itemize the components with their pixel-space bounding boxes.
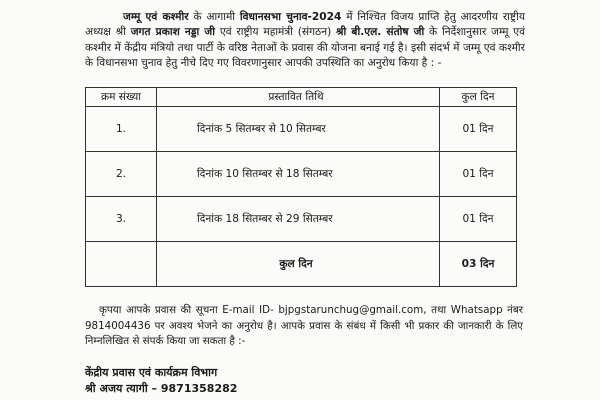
intro-text-4: के निर्देशानुसार जम्मू एवं कश्मीर में केंद्रीय मंत्रियो तथा पार्टी के वरिष्ठ नेताओं के प्रवास की योजना बनाई गई है। इसी संदर्भ में जम्मू एवं कश्मीर के विधानसभा चुनाव हेतु नीचे दिए गए विवरणानुसार आपकी उपस्थिति का अनुरोध किया है : -	[85, 26, 526, 70]
header-serial: क्रम संख्या	[86, 88, 157, 107]
row-days: 01 दिन	[440, 197, 517, 242]
row-serial: 1.	[86, 107, 157, 152]
schedule-table	[85, 87, 517, 287]
request-text: कृपया आपके प्रवास की सूचना E-mail ID- bjpgstarunchug@gmail.com, तथा Whatsapp नंबर 9814004436 पर अवश्य भेजने का अनुरोध है। आपके प्रवास के संबंध में किसी भी प्रकार की जानकारी के लिए निम्नलिखित से संपर्क किया जा सकता है :-	[85, 304, 523, 348]
total-value: 03 दिन	[440, 242, 517, 287]
contact-person: श्री अजय त्यागी – 9871358282	[85, 382, 238, 395]
intro-text-2: में निश्चित विजय प्राप्ति हेतु आदरणीय राष्ट्रीय अध्यक्ष श्री	[85, 11, 525, 39]
row-days: 01 दिन	[440, 107, 517, 152]
intro-secretary-name: श्री बी.एल. संतोष जी	[336, 26, 425, 39]
contact-block	[85, 365, 237, 397]
total-empty-cell	[86, 242, 157, 287]
row-date: दिनांक 5 सितम्बर से 10 सितम्बर	[157, 107, 440, 152]
row-serial: 2.	[86, 152, 157, 197]
row-serial: 3.	[86, 197, 157, 242]
table-row	[86, 152, 517, 197]
intro-region: जम्मू एवं कश्मीर	[123, 11, 189, 23]
intro-president-name: जगत प्रकाश नड्डा जी	[130, 26, 216, 39]
intro-paragraph	[85, 10, 525, 72]
table-row	[86, 107, 517, 152]
row-date: दिनांक 18 सितम्बर से 29 सितम्बर	[157, 197, 440, 242]
table-total-row	[86, 242, 517, 287]
header-date: प्रस्तावित तिथि	[157, 88, 440, 107]
intro-text-1: के आगामी	[188, 11, 240, 23]
row-days: 01 दिन	[440, 152, 517, 197]
contact-department: केंद्रीय प्रवास एवं कार्यक्रम विभाग	[85, 366, 218, 379]
total-label: कुल दिन	[157, 242, 440, 287]
table-header-row	[86, 88, 517, 107]
row-date: दिनांक 10 सितम्बर से 18 सितम्बर	[157, 152, 440, 197]
header-days: कुल दिन	[440, 88, 517, 107]
intro-text-3: एवं राष्ट्रीय महामंत्री (संगठन)	[215, 26, 337, 39]
intro-election: विधानसभा चुनाव-2024	[239, 11, 342, 23]
table-row	[86, 197, 517, 242]
request-paragraph	[85, 303, 523, 350]
